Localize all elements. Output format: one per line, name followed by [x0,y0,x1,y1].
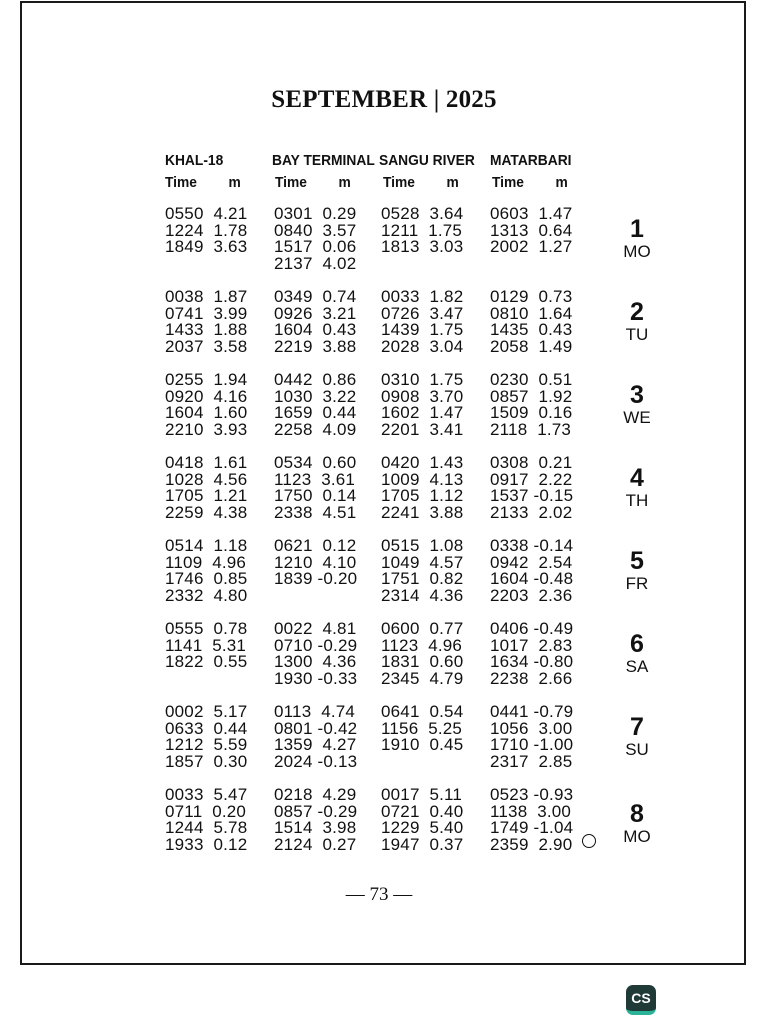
tide-cell-khal-18: 0255 1.94 0920 4.16 1604 1.60 2210 3.93 [165,370,248,439]
day-abbreviation: SA [625,657,649,676]
day-abbreviation: MO [623,827,651,846]
time-label: Time [492,174,524,191]
day-number: 5 [630,547,644,575]
camscanner-logo-icon: CS [626,985,656,1015]
tide-cell-matarbari: 0308 0.21 0917 2.22 1537 -0.15 2133 2.02 [490,453,574,522]
tide-cell-khal-18: 0033 5.47 0711 0.20 1244 5.78 1933 0.12 [165,785,248,854]
tide-cell-bay-terminal: 0621 0.12 1210 4.10 1839 -0.20 [274,536,358,589]
page-title: SEPTEMBER | 2025 [271,86,497,113]
meters-label: m [228,174,241,191]
day-number: 4 [630,464,644,492]
tide-cell-sangu-river: 0310 1.75 0908 3.70 1602 1.47 2201 3.41 [381,370,464,439]
day-abbreviation: WE [623,408,651,427]
day-abbreviation: TU [625,325,649,344]
tide-cell-matarbari: 0523 -0.93 1138 3.00 1749 -1.04 2359 2.90 [490,785,574,854]
day-number: 1 [630,215,644,243]
tide-cell-sangu-river: 0033 1.82 0726 3.47 1439 1.75 2028 3.04 [381,287,464,356]
day-number: 6 [630,630,644,658]
tide-cell-matarbari: 0406 -0.49 1017 2.83 1634 -0.80 2238 2.66 [490,619,574,688]
day-abbreviation: SU [625,740,649,759]
tide-cell-khal-18: 0514 1.18 1109 4.96 1746 0.85 2332 4.80 [165,536,248,605]
tide-cell-bay-terminal: 0113 4.74 0801 -0.42 1359 4.27 2024 -0.13 [274,702,358,771]
tide-cell-khal-18: 0555 0.78 1141 5.31 1822 0.55 [165,619,248,672]
meters-label: m [446,174,459,191]
tide-cell-khal-18: 0002 5.17 0633 0.44 1212 5.59 1857 0.30 [165,702,248,771]
tide-cell-sangu-river: 0600 0.77 1123 4.96 1831 0.60 2345 4.79 [381,619,464,688]
day-abbreviation: FR [625,574,649,593]
tide-cell-matarbari: 0441 -0.79 1056 3.00 1710 -1.00 2317 2.85 [490,702,574,771]
tide-cell-matarbari: 0338 -0.14 0942 2.54 1604 -0.48 2203 2.36 [490,536,574,605]
day-number: 2 [630,298,644,326]
time-label: Time [383,174,415,191]
tide-cell-matarbari: 0129 0.73 0810 1.64 1435 0.43 2058 1.49 [490,287,573,356]
tide-cell-sangu-river: 0528 3.64 1211 1.75 1813 3.03 [381,204,464,257]
column-header-bay-terminal: BAY TERMINAL [272,152,375,169]
tide-cell-bay-terminal: 0349 0.74 0926 3.21 1604 0.43 2219 3.88 [274,287,357,356]
day-number: 3 [630,381,644,409]
day-abbreviation: TH [625,491,649,510]
time-label: Time [165,174,197,191]
tide-cell-khal-18: 0550 4.21 1224 1.78 1849 3.63 [165,204,248,257]
tide-cell-bay-terminal: 0442 0.86 1030 3.22 1659 0.44 2258 4.09 [274,370,357,439]
full-moon-icon [582,834,596,848]
tide-cell-matarbari: 0230 0.51 0857 1.92 1509 0.16 2118 1.73 [490,370,573,439]
day-abbreviation: MO [623,242,651,261]
tide-cell-sangu-river: 0515 1.08 1049 4.57 1751 0.82 2314 4.36 [381,536,464,605]
tide-cell-matarbari: 0603 1.47 1313 0.64 2002 1.27 [490,204,573,257]
tide-cell-sangu-river: 0420 1.43 1009 4.13 1705 1.12 2241 3.88 [381,453,464,522]
meters-label: m [555,174,568,191]
tide-cell-khal-18: 0038 1.87 0741 3.99 1433 1.88 2037 3.58 [165,287,248,356]
tide-cell-khal-18: 0418 1.61 1028 4.56 1705 1.21 2259 4.38 [165,453,248,522]
page-number: — 73 — [345,884,413,905]
tide-cell-bay-terminal: 0534 0.60 1123 3.61 1750 0.14 2338 4.51 [274,453,357,522]
tide-cell-sangu-river: 0017 5.11 0721 0.40 1229 5.40 1947 0.37 [381,785,464,854]
tide-cell-bay-terminal: 0218 4.29 0857 -0.29 1514 3.98 2124 0.27 [274,785,358,854]
column-header-matarbari: MATARBARI [490,152,572,169]
day-number: 8 [630,800,644,828]
tide-cell-sangu-river: 0641 0.54 1156 5.25 1910 0.45 [381,702,464,755]
tide-cell-bay-terminal: 0022 4.81 0710 -0.29 1300 4.36 1930 -0.33 [274,619,358,688]
meters-label: m [338,174,351,191]
tide-cell-bay-terminal: 0301 0.29 0840 3.57 1517 0.06 2137 4.02 [274,204,357,273]
time-label: Time [275,174,307,191]
column-header-sangu-river: SANGU RIVER [379,152,475,169]
column-header-khal-18: KHAL-18 [165,152,224,169]
day-number: 7 [630,713,644,741]
